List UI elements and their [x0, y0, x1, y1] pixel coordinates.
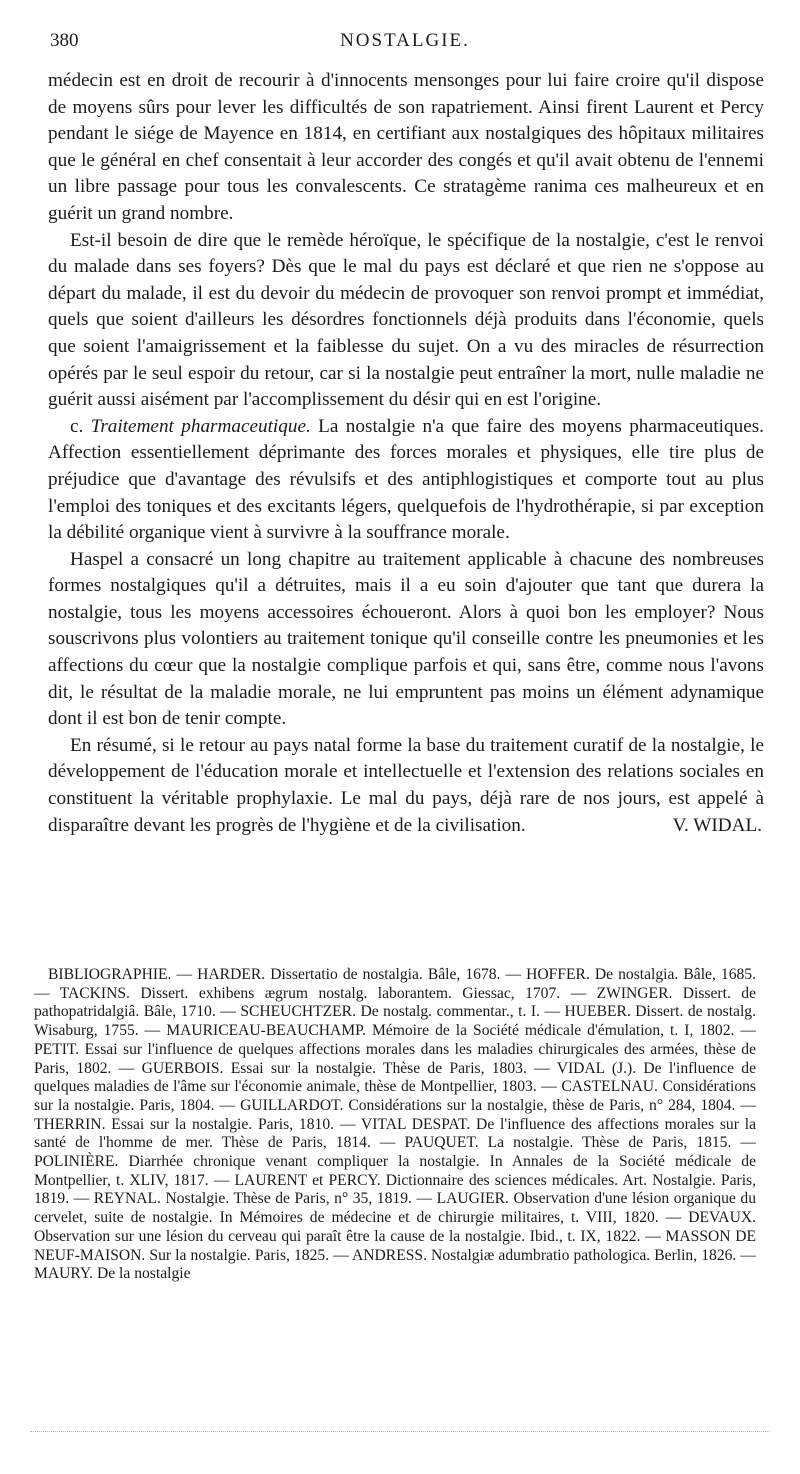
paragraph-3 [48, 414, 764, 547]
paragraph-5: En résumé, si le retour au pays natal forme la base du traitement curatif de la nostalgie, le développement de l'éducation morale et intellectuelle et l'extension des relations sociales en constituent la véritable prophylaxie. Le mal du pays, déjà rare de nos jours, est appelé à disparaître devant les progrès de l'hygiène et de la civilisation. [48, 734, 764, 836]
running-head [50, 30, 760, 60]
paragraph-3-text: La nostalgie n'a que faire des moyens pharmaceutiques. Affection essentiellement déprimante des forces morales et physiques, elle tire plus de préjudice que d'avantage des révulsifs et des antiphlogistiques et comporte tout au plus l'emploi des toniques et des excitants légers, quelquefois de l'hydrothérapie, si par exception la débilité organique vient à survivre à la souffrance morale. [48, 415, 764, 544]
bibliography [34, 966, 756, 1284]
body-text [48, 68, 764, 839]
scan-artifact-line [30, 1431, 770, 1433]
running-title: NOSTALGIE. [340, 30, 470, 51]
paragraph-4: Haspel a consacré un long chapitre au traitement applicable à chacune des nombreuses formes nostalgiques qu'il a détruites, mais il a eu soin d'ajouter que tant que durera la nostalgie, tous les moyens accessoires échoueront. Alors à quoi bon les employer? Nous souscrivons plus volontiers au traitement tonique qu'il conseille contre les pneumonies et les affections du cœur que la nostalgie complique parfois et qui, sans être, comme nous l'avons dit, le résultat de la maladie morale, ne lui empruntent pas moins un élément adynamique dont il est bon de tenir compte. [48, 548, 764, 730]
page-number: 380 [50, 30, 79, 51]
author-signature: V. WIDAL. [672, 814, 762, 836]
section-title: Traitement pharmaceutique. [90, 415, 311, 437]
paragraph-1: médecin est en droit de recourir à d'innocents mensonges pour lui faire croire qu'il dispose de moyens sûrs pour lever les difficultés de son rapatriement. Ainsi firent Laurent et Percy pendant le siége de Mayence en 1814, en certifiant aux nostalgiques des hôpitaux militaires que le général en chef consentait à leur accorder des congés et qu'il avait obtenu de l'ennemi un libre passage pour tous les convalescents. Ce stratagème ranima ces malheureux et en guérit un grand nombre. [48, 70, 764, 224]
bibliography-text: — HARDER. Dissertatio de nostalgia. Bâle, 1678. — HOFFER. De nostalgia. Bâle, 1685. — TACKINS. Dissert. exhibens ægrum nostalg. laborantem. Giessac, 1707. — ZWINGER. Dissert. de pathopatridalgiâ. Bâle, 1710. — SCHEUCHTZER. De nostalg. commentar., t. I. — HUEBER. Dissert. de nostalg. Wisaburg, 1755. — MAURICEAU-BEAUCHAMP. Mémoire de la Société médicale d'émulation, t. I, 1802. — PETIT. Essai sur l'influence de quelques affections morales dans les maladies chirurgicales des armées, thèse de Paris, 1802. — GUERBOIS. Essai sur la nostalgie. Thèse de Paris, 1803. — VIDAL (J.). De l'influence de quelques maladies de l'âme sur l'économie animale, thèse de Montpellier, 1803. — CASTELNAU. Considérations sur la nostalgie. Paris, 1804. — GUILLARDOT. Considérations sur la nostalgie, thèse de Paris, n° 284, 1804. — THERRIN. Essai sur la nostalgie. Paris, 1810. — VITAL DESPAT. De l'influence des affections morales sur la santé de l'homme de mer. Thèse de Paris, 1814. — PAUQUET. La nostalgie. Thèse de Paris, 1815. — POLINIÈRE. Diarrhée chronique venant compliquer la nostalgie. In Annales de la Société médicale de Montpellier, t. XLIV, 1817. — LAURENT et PERCY. Dictionnaire des sciences médicales. Art. Nostalgie. Paris, 1819. — REYNAL. Nostalgie. Thèse de Paris, n° 35, 1819. — LAUGIER. Observation d'une lésion organique du cervelet, suite de nostalgie. In Mémoires de médecine et de chirurgie militaires, t. VIII, 1820. — DEVAUX. Observation sur une lésion du cerveau qui paraît être la cause de la nostalgie. Ibid., t. IX, 1822. — MASSON DE NEUF-MAISON. Sur la nostalgie. Paris, 1825. — ANDRESS. Nostalgiæ adumbratio pathologica. Berlin, 1826. — MAURY. De la nostalgie [34, 966, 756, 1283]
bibliography-label: BIBLIOGRAPHIE. [48, 966, 172, 983]
bibliography-entry [34, 966, 756, 1284]
paragraph-2: Est-il besoin de dire que le remède héroïque, le spécifique de la nostalgie, c'est le renvoi du malade dans ses foyers? Dès que le mal du pays est déclaré et que rien ne s'oppose au départ du malade, il est du devoir du médecin de provoquer son renvoi prompt et immédiat, quels que soient d'ailleurs les désordres fonctionnels déjà produits dans l'économie, quels que soient l'amaigrissement et la faiblesse du sujet. On a vu des miracles de résurrection opérés par le seul espoir du retour, car si la nostalgie peut entraîner la mort, nulle maladie ne guérit aussi aisément par l'accomplissement du désir qui en est l'origine. [48, 229, 764, 411]
section-label: c. [70, 415, 91, 437]
